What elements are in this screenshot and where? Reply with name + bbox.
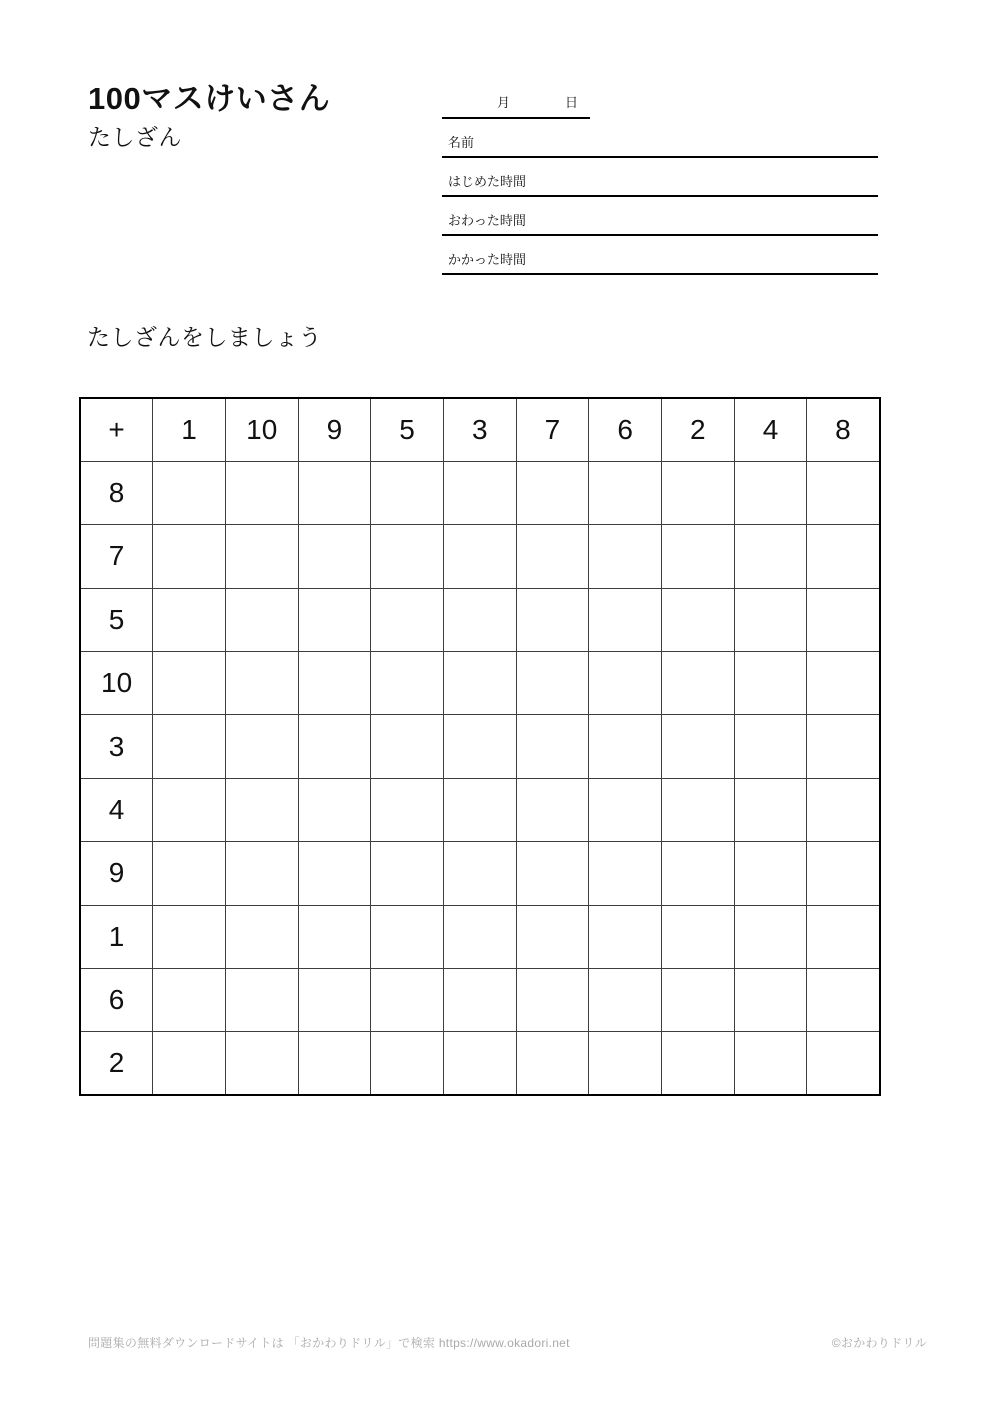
answer-cell [225, 461, 298, 524]
column-header: 6 [589, 398, 662, 461]
answer-cell [589, 905, 662, 968]
end-time-field [442, 197, 878, 236]
answer-cell [443, 461, 516, 524]
answer-cell [662, 842, 735, 905]
row-header: 1 [80, 905, 153, 968]
footer-copyright: ©おかわりドリル [831, 1336, 927, 1350]
answer-cell [662, 778, 735, 841]
answer-cell [516, 1032, 589, 1095]
row-header: 5 [80, 588, 153, 651]
answer-cell [225, 969, 298, 1032]
column-header: 3 [443, 398, 516, 461]
answer-cell [371, 969, 444, 1032]
answer-cell [443, 842, 516, 905]
answer-cell [662, 969, 735, 1032]
answer-cell [807, 778, 880, 841]
answer-cell [443, 588, 516, 651]
answer-cell [298, 652, 371, 715]
row-header: 2 [80, 1032, 153, 1095]
answer-cell [589, 842, 662, 905]
answer-cell [153, 1032, 226, 1095]
answer-cell [589, 588, 662, 651]
column-header: 8 [807, 398, 880, 461]
date-field [442, 86, 590, 119]
answer-cell [298, 1032, 371, 1095]
column-header: 7 [516, 398, 589, 461]
name-field-label: 名前 [448, 135, 475, 150]
answer-cell [153, 715, 226, 778]
row-header: 8 [80, 461, 153, 524]
answer-cell [443, 525, 516, 588]
footer-site-note: 問題集の無料ダウンロードサイトは 「おかわりドリル」で検索 https://www.okadori.net [88, 1336, 570, 1350]
row-header: 10 [80, 652, 153, 715]
answer-cell [734, 525, 807, 588]
answer-cell [589, 652, 662, 715]
elapsed-time-field [442, 236, 878, 275]
answer-cell [298, 461, 371, 524]
grid-row [80, 588, 880, 651]
answer-cell [516, 969, 589, 1032]
month-label: 月 [497, 95, 511, 110]
answer-cell [662, 525, 735, 588]
answer-cell [734, 969, 807, 1032]
answer-cell [371, 461, 444, 524]
answer-cell [807, 969, 880, 1032]
answer-cell [807, 461, 880, 524]
calculation-grid [79, 397, 881, 1096]
answer-cell [225, 588, 298, 651]
column-header: 5 [371, 398, 444, 461]
answer-cell [662, 652, 735, 715]
answer-cell [298, 842, 371, 905]
answer-cell [589, 1032, 662, 1095]
row-header: 3 [80, 715, 153, 778]
column-header: 2 [662, 398, 735, 461]
grid-row [80, 905, 880, 968]
operator-cell: + [80, 398, 153, 461]
answer-cell [734, 461, 807, 524]
answer-cell [298, 969, 371, 1032]
answer-cell [153, 969, 226, 1032]
start-time-field [442, 158, 878, 197]
answer-cell [443, 652, 516, 715]
grid-row [80, 778, 880, 841]
answer-cell [662, 588, 735, 651]
answer-cell [225, 842, 298, 905]
row-header: 4 [80, 778, 153, 841]
answer-cell [153, 778, 226, 841]
answer-cell [589, 969, 662, 1032]
answer-cell [225, 715, 298, 778]
answer-cell [371, 778, 444, 841]
column-header: 10 [225, 398, 298, 461]
answer-cell [807, 652, 880, 715]
answer-cell [371, 1032, 444, 1095]
instruction-heading: たしざんをしましょう [87, 324, 322, 350]
answer-cell [443, 715, 516, 778]
answer-cell [807, 842, 880, 905]
answer-cell [516, 778, 589, 841]
answer-cell [225, 1032, 298, 1095]
answer-cell [662, 1032, 735, 1095]
answer-cell [298, 525, 371, 588]
grid-row [80, 842, 880, 905]
start-time-field-label: はじめた時間 [448, 174, 527, 189]
answer-cell [734, 715, 807, 778]
answer-cell [589, 715, 662, 778]
answer-cell [734, 588, 807, 651]
answer-cell [371, 842, 444, 905]
answer-cell [371, 905, 444, 968]
column-header: 1 [153, 398, 226, 461]
grid-row [80, 525, 880, 588]
answer-cell [662, 905, 735, 968]
answer-cell [589, 461, 662, 524]
grid-row [80, 969, 880, 1032]
answer-cell [153, 842, 226, 905]
answer-cell [225, 778, 298, 841]
answer-cell [443, 969, 516, 1032]
answer-cell [298, 905, 371, 968]
answer-cell [734, 905, 807, 968]
answer-cell [153, 525, 226, 588]
answer-cell [443, 905, 516, 968]
page-title: 100マスけいさん [88, 81, 331, 116]
row-header: 7 [80, 525, 153, 588]
answer-cell [443, 778, 516, 841]
column-header: 9 [298, 398, 371, 461]
answer-cell [734, 1032, 807, 1095]
day-label: 日 [565, 95, 579, 110]
answer-cell [371, 525, 444, 588]
grid-row [80, 715, 880, 778]
answer-cell [225, 652, 298, 715]
answer-cell [807, 588, 880, 651]
answer-cell [153, 652, 226, 715]
answer-cell [734, 652, 807, 715]
info-form [442, 86, 878, 275]
answer-cell [371, 588, 444, 651]
answer-cell [734, 778, 807, 841]
page-subtitle: たしざん [88, 124, 182, 150]
answer-cell [298, 778, 371, 841]
answer-cell [807, 1032, 880, 1095]
row-header: 6 [80, 969, 153, 1032]
answer-cell [516, 588, 589, 651]
answer-cell [516, 461, 589, 524]
answer-cell [589, 525, 662, 588]
answer-cell [516, 842, 589, 905]
answer-cell [225, 905, 298, 968]
answer-cell [807, 905, 880, 968]
grid-row [80, 461, 880, 524]
answer-cell [153, 461, 226, 524]
answer-cell [807, 715, 880, 778]
grid-row [80, 652, 880, 715]
end-time-field-label: おわった時間 [448, 213, 526, 228]
answer-cell [734, 842, 807, 905]
answer-cell [662, 461, 735, 524]
answer-cell [516, 525, 589, 588]
answer-cell [662, 715, 735, 778]
row-header: 9 [80, 842, 153, 905]
grid-header-row [80, 398, 880, 461]
answer-cell [371, 715, 444, 778]
elapsed-time-field-label: かかった時間 [448, 252, 527, 267]
answer-cell [371, 652, 444, 715]
answer-cell [225, 525, 298, 588]
answer-cell [516, 715, 589, 778]
column-header: 4 [734, 398, 807, 461]
answer-cell [153, 905, 226, 968]
grid-row [80, 1032, 880, 1095]
name-field [442, 119, 878, 158]
answer-cell [298, 715, 371, 778]
answer-cell [153, 588, 226, 651]
answer-cell [589, 778, 662, 841]
answer-cell [516, 652, 589, 715]
answer-cell [807, 525, 880, 588]
answer-cell [516, 905, 589, 968]
answer-cell [298, 588, 371, 651]
answer-cell [443, 1032, 516, 1095]
